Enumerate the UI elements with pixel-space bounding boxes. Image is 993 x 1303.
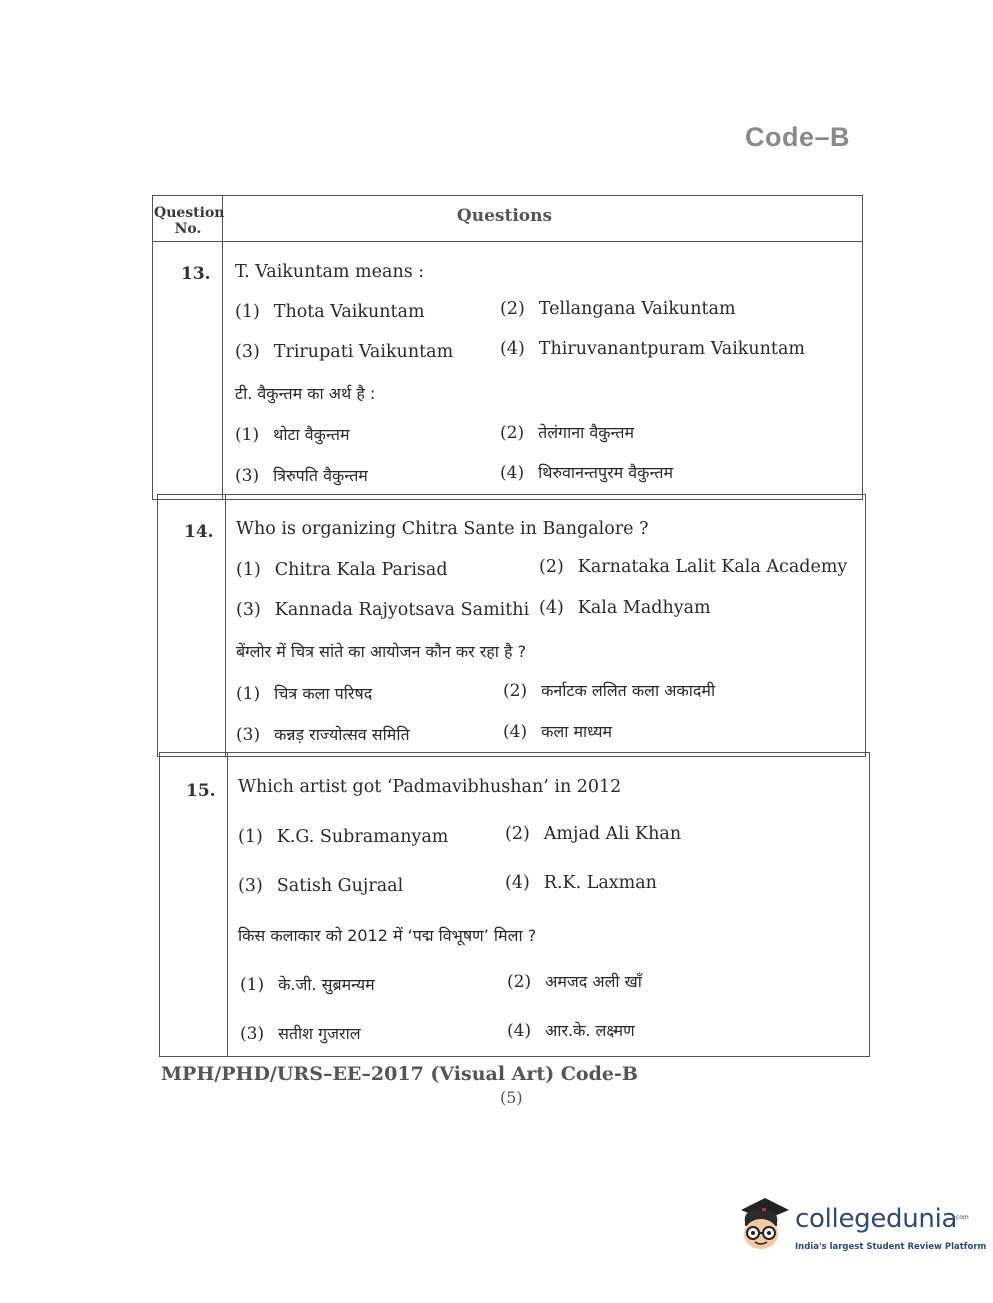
question-stem-hi: किस कलाकार को 2012 में ‘पद्म विभूषण’ मिला ? bbox=[238, 926, 537, 945]
option-text: त्रिरुपति वैकुन्तम bbox=[273, 466, 368, 485]
option-en bbox=[539, 598, 711, 618]
header-question-no bbox=[154, 205, 225, 237]
option-en bbox=[505, 824, 681, 844]
option-hi bbox=[235, 464, 368, 486]
option-number: (4) bbox=[500, 339, 525, 359]
option-number: (4) bbox=[503, 722, 528, 742]
question-stem-en: Which artist got ‘Padmavibhushan’ in 2012 bbox=[238, 777, 622, 797]
option-text: कन्नड़ राज्योत्सव समिति bbox=[274, 725, 410, 744]
option-number: (2) bbox=[507, 972, 532, 992]
option-text: Satish Gujraal bbox=[276, 876, 404, 896]
option-hi bbox=[240, 1022, 361, 1044]
option-text: Chitra Kala Parisad bbox=[274, 560, 448, 580]
option-en bbox=[505, 873, 657, 893]
option-en bbox=[539, 557, 847, 577]
question-number: 14. bbox=[184, 522, 214, 542]
option-en bbox=[235, 302, 425, 322]
option-text: Amjad Ali Khan bbox=[543, 824, 682, 844]
option-number: (2) bbox=[500, 299, 525, 319]
option-en bbox=[500, 299, 736, 319]
option-number: (4) bbox=[505, 873, 530, 893]
option-number: (4) bbox=[500, 463, 525, 483]
question-number: 15. bbox=[186, 781, 216, 801]
option-number: (1) bbox=[240, 975, 265, 995]
header-question-no-line1: Question bbox=[154, 205, 225, 221]
option-en bbox=[236, 560, 448, 580]
option-en bbox=[235, 342, 453, 362]
option-text: Trirupati Vaikuntam bbox=[273, 342, 454, 362]
logo-wordmark: collegedunia bbox=[795, 1204, 958, 1234]
option-hi bbox=[503, 679, 715, 701]
option-hi bbox=[507, 970, 642, 992]
option-en bbox=[238, 827, 448, 847]
option-number: (2) bbox=[503, 681, 528, 701]
option-hi bbox=[500, 461, 673, 483]
option-hi bbox=[500, 421, 634, 443]
option-text: Thota Vaikuntam bbox=[273, 302, 425, 322]
option-number: (2) bbox=[505, 824, 530, 844]
question-stem-en: Who is organizing Chitra Sante in Bangalore ? bbox=[236, 519, 649, 539]
option-text: कर्नाटक ललित कला अकादमी bbox=[541, 681, 716, 700]
logo-tagline: India's largest Student Review Platform bbox=[795, 1242, 987, 1252]
option-text: आर.के. लक्ष्मण bbox=[545, 1021, 635, 1040]
option-number: (1) bbox=[236, 560, 261, 580]
option-number: (3) bbox=[236, 725, 261, 745]
logo-domain: .com bbox=[954, 1214, 969, 1221]
question-stem-hi: टी. वैकुन्तम का अर्थ है : bbox=[235, 384, 376, 403]
option-number: (1) bbox=[235, 425, 260, 445]
option-number: (3) bbox=[235, 466, 260, 486]
option-number: (4) bbox=[507, 1021, 532, 1041]
option-number: (3) bbox=[235, 342, 260, 362]
option-number: (1) bbox=[236, 684, 261, 704]
page-number: (5) bbox=[500, 1088, 523, 1107]
question-stem-hi: बेंग्लोर में चित्र सांते का आयोजन कौन कर रहा है ? bbox=[236, 642, 527, 661]
option-text: अमजद अली खाँ bbox=[545, 972, 642, 991]
option-text: सतीश गुजराल bbox=[278, 1024, 361, 1043]
option-text: तेलंगाना वैकुन्तम bbox=[538, 423, 635, 442]
option-hi bbox=[507, 1019, 635, 1041]
option-text: चित्र कला परिषद bbox=[274, 684, 373, 703]
option-text: Thiruvanantpuram Vaikuntam bbox=[538, 339, 805, 359]
code-label: Code–B bbox=[745, 122, 851, 152]
paper-footer-code: MPH/PHD/URS–EE–2017 (Visual Art) Code-B bbox=[161, 1063, 638, 1085]
table-column-rule-3 bbox=[227, 752, 228, 1057]
option-hi bbox=[503, 720, 612, 742]
option-text: थोटा वैकुन्तम bbox=[273, 425, 350, 444]
option-number: (1) bbox=[235, 302, 260, 322]
table-column-rule-2 bbox=[225, 494, 226, 757]
option-number: (4) bbox=[539, 598, 564, 618]
option-en bbox=[238, 876, 403, 896]
option-number: (3) bbox=[238, 876, 263, 896]
option-text: K.G. Subramanyam bbox=[276, 827, 449, 847]
option-text: R.K. Laxman bbox=[543, 873, 657, 893]
header-questions: Questions bbox=[456, 206, 553, 226]
option-en bbox=[500, 339, 805, 359]
question-stem-en: T. Vaikuntam means : bbox=[235, 262, 425, 282]
graduate-mascot-icon bbox=[733, 1196, 793, 1258]
option-number: (2) bbox=[539, 557, 564, 577]
option-hi bbox=[240, 973, 375, 995]
option-hi bbox=[235, 423, 350, 445]
header-question-no-line2: No. bbox=[174, 221, 202, 237]
question-number: 13. bbox=[181, 264, 211, 284]
option-number: (2) bbox=[500, 423, 525, 443]
collegedunia-logo bbox=[733, 1196, 987, 1266]
option-hi bbox=[236, 682, 372, 704]
option-text: Karnataka Lalit Kala Academy bbox=[577, 557, 848, 577]
option-text: Kala Madhyam bbox=[577, 598, 711, 618]
option-text: थिरुवानन्तपुरम वैकुन्तम bbox=[538, 463, 674, 482]
option-text: के.जी. सुब्रमन्यम bbox=[278, 975, 375, 994]
question-table-continued-2 bbox=[159, 752, 870, 1057]
option-number: (3) bbox=[236, 600, 261, 620]
option-en bbox=[236, 600, 529, 620]
option-text: कला माध्यम bbox=[541, 722, 613, 741]
option-number: (1) bbox=[238, 827, 263, 847]
option-hi bbox=[236, 723, 410, 745]
option-number: (3) bbox=[240, 1024, 265, 1044]
table-column-rule bbox=[222, 195, 223, 500]
table-header-rule bbox=[152, 241, 863, 242]
option-text: Tellangana Vaikuntam bbox=[538, 299, 736, 319]
option-text: Kannada Rajyotsava Samithi bbox=[274, 600, 530, 620]
